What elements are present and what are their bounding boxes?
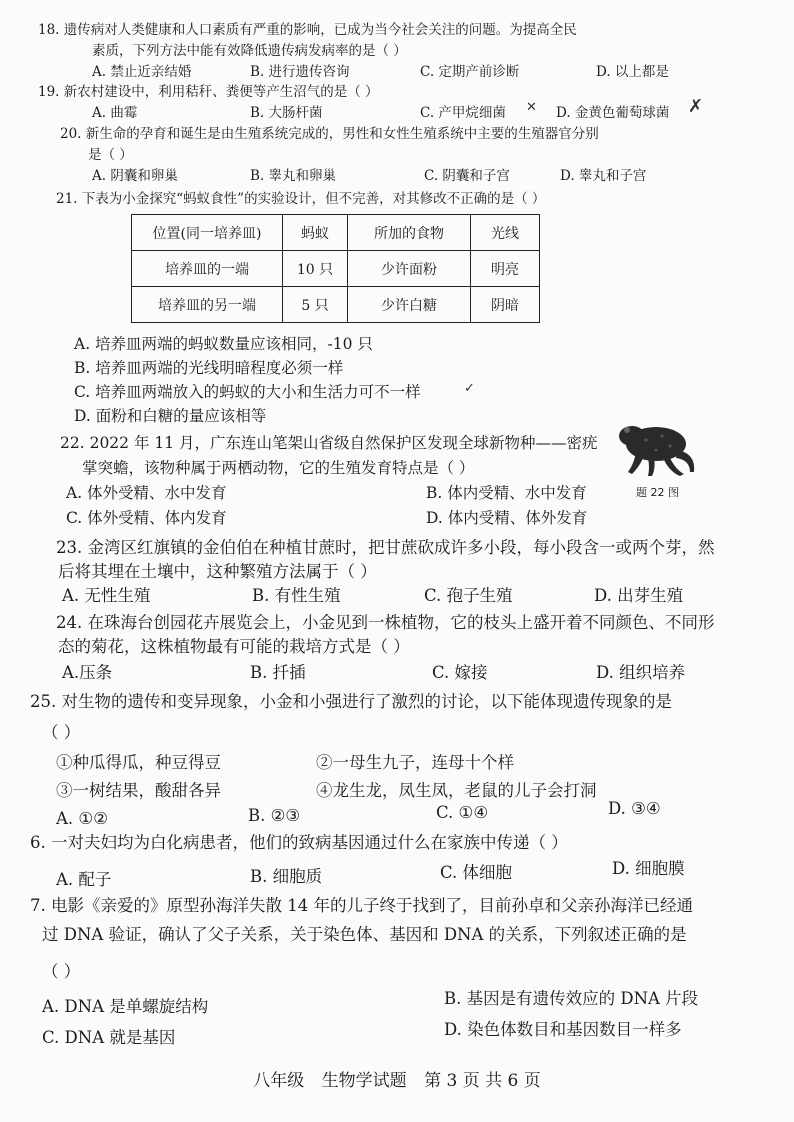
option-a: A. 体外受精、水中发育 xyxy=(66,484,227,502)
option-c: C. ①④ xyxy=(436,803,489,822)
table-header: 蚂蚁 xyxy=(283,215,348,251)
question-22-stem-cont: 掌突蟾，该物种属于两栖动物，它的生殖发育特点是（ ） xyxy=(82,459,475,477)
table-cell: 少许面粉 xyxy=(348,251,471,287)
option-a: A. ①② xyxy=(56,809,108,828)
option-a: A.压条 xyxy=(62,663,113,682)
table-header-row xyxy=(132,215,540,251)
option-b: B. 培养皿两端的光线明暗程度必须一样 xyxy=(74,359,344,377)
option-d: D. 以上都是 xyxy=(596,64,669,80)
option-d: D. 细胞膜 xyxy=(612,859,685,878)
footer-grade: 八年级 xyxy=(253,1071,305,1091)
option-a: A. 阴囊和卵巢 xyxy=(92,168,178,184)
option-a: A. 培养皿两端的蚂蚁数量应该相同，-10 只 xyxy=(74,335,373,353)
option-b: B. 有性生殖 xyxy=(252,586,341,605)
option-c: C. 产甲烷细菌 xyxy=(420,105,506,121)
option-d: D. 出芽生殖 xyxy=(594,586,684,605)
statement-3: ③一树结果，酸甜各异 xyxy=(56,781,221,800)
table-cell: 10 只 xyxy=(283,251,348,287)
option-c: C. 体细胞 xyxy=(440,863,513,882)
table-header: 所加的食物 xyxy=(348,215,471,251)
option-b: B. 细胞质 xyxy=(250,867,323,886)
footer-page-number: 第 3 页 共 6 页 xyxy=(424,1071,541,1091)
table-cell: 培养皿的一端 xyxy=(132,251,283,287)
question-26-stem: 6. 一对夫妇均为白化病患者，他们的致病基因通过什么在家族中传递（ ） xyxy=(30,833,568,852)
table-header: 位置(同一培养皿) xyxy=(132,215,283,251)
option-b: B. 大肠杆菌 xyxy=(250,105,323,121)
option-d: D. 金黄色葡萄球菌 xyxy=(556,105,670,121)
option-b: B. ②③ xyxy=(248,806,301,825)
table-header: 光线 xyxy=(471,215,540,251)
statement-1: ①种瓜得瓜，种豆得豆 xyxy=(56,753,221,772)
check-mark-icon: ✓ xyxy=(464,381,475,396)
table-row xyxy=(132,251,540,287)
option-d: D. 睾丸和子宫 xyxy=(560,168,647,184)
question-23-stem: 23. 金湾区红旗镇的金伯伯在种植甘蔗时，把甘蔗砍成许多小段，每小段含一或两个芽，然 xyxy=(56,538,715,557)
table-row xyxy=(132,287,540,323)
option-c: C. 培养皿两端放入的蚂蚁的大小和生活力可不一样 xyxy=(74,383,421,401)
table-cell: 少许白糖 xyxy=(348,287,471,323)
option-a: A. DNA 是单螺旋结构 xyxy=(42,997,209,1016)
option-c: C. 阴囊和子宫 xyxy=(424,168,510,184)
option-d: D. 体内受精、体外发育 xyxy=(426,509,588,527)
figure-caption: 题 22 图 xyxy=(636,486,679,499)
option-a: A. 配子 xyxy=(56,870,112,889)
option-c: C. 孢子生殖 xyxy=(424,586,513,605)
experiment-table xyxy=(131,214,540,323)
footer-subject: 生物学试题 xyxy=(321,1071,407,1091)
question-24-stem-cont: 态的菊花，这株植物最有可能的栽培方式是（ ） xyxy=(58,637,410,656)
option-d: D. 组织培养 xyxy=(596,663,686,682)
option-d: D. 染色体数目和基因数目一样多 xyxy=(444,1020,682,1039)
statement-2: ②一母生九子，连母十个样 xyxy=(316,753,514,772)
question-27-stem: 7. 电影《亲爱的》原型孙海洋失散 14 年的儿子终于找到了，目前孙卓和父亲孙海洋已经通 xyxy=(30,896,693,915)
question-20-stem-cont: 是（ ） xyxy=(88,147,133,163)
question-21-stem: 21. 下表为小金探究“蚂蚁食性”的实验设计，但不完善，对其修改不正确的是（ ） xyxy=(56,191,546,207)
page-footer xyxy=(0,1066,794,1091)
option-c: C. DNA 就是基因 xyxy=(42,1028,176,1047)
table-cell: 培养皿的另一端 xyxy=(132,287,283,323)
question-22-stem: 22. 2022 年 11 月，广东连山笔架山省级自然保护区发现全球新物种——密疣 xyxy=(60,434,598,452)
option-b: B. 扦插 xyxy=(250,663,306,682)
question-18-stem: 18. 遗传病对人类健康和人口素质有严重的影响，已成为当今社会关注的问题。为提高全民 xyxy=(38,22,577,38)
table-cell: 阴暗 xyxy=(471,287,540,323)
question-24-stem: 24. 在珠海台创园花卉展览会上，小金见到一株植物，它的枝头上盛开着不同颜色、不同形 xyxy=(56,613,715,632)
option-b: B. 睾丸和卵巢 xyxy=(250,168,337,184)
option-c: C. 定期产前诊断 xyxy=(420,64,520,80)
option-b: B. 基因是有遗传效应的 DNA 片段 xyxy=(444,989,699,1008)
table-cell: 5 只 xyxy=(283,287,348,323)
option-a: A. 无性生殖 xyxy=(62,586,151,605)
question-27-stem-cont: （ ） xyxy=(42,962,81,981)
option-c: C. 嫁接 xyxy=(432,663,488,682)
question-18-stem-cont: 素质，下列方法中能有效降低遗传病发病率的是（ ） xyxy=(92,43,407,59)
statement-4: ④龙生龙，凤生凤，老鼠的儿子会打洞 xyxy=(316,781,597,800)
question-25-stem: 25. 对生物的遗传和变异现象，小金和小强进行了激烈的讨论，以下能体现遗传现象的是 xyxy=(30,692,672,711)
option-d: D. 面粉和白糖的量应该相等 xyxy=(74,407,267,425)
toad-figure-image xyxy=(612,414,704,480)
option-b: B. 体内受精、水中发育 xyxy=(426,484,587,502)
option-c: C. 体外受精、体内发育 xyxy=(66,509,227,527)
question-19-stem: 19. 新农村建设中，利用秸秆、粪便等产生沼气的是（ ） xyxy=(38,84,379,100)
question-25-stem-cont: （ ） xyxy=(42,723,81,742)
option-d: D. ③④ xyxy=(608,799,661,818)
option-b: B. 进行遗传咨询 xyxy=(250,64,350,80)
option-a: A. 曲霉 xyxy=(92,105,138,121)
cross-mark-icon: ✕ xyxy=(526,100,537,115)
question-23-stem-cont: 后将其埋在土壤中，这种繁殖方法属于（ ） xyxy=(58,562,377,581)
option-a: A. 禁止近亲结婚 xyxy=(92,64,192,80)
table-cell: 明亮 xyxy=(471,251,540,287)
cross-mark-icon: ✗ xyxy=(688,96,704,117)
question-20-stem: 20. 新生命的孕育和诞生是由生殖系统完成的，男性和女性生殖系统中主要的生殖器官分别 xyxy=(60,126,599,142)
question-27-stem-cont: 过 DNA 验证，确认了父子关系，关于染色体、基因和 DNA 的关系，下列叙述正确的是 xyxy=(42,925,687,944)
